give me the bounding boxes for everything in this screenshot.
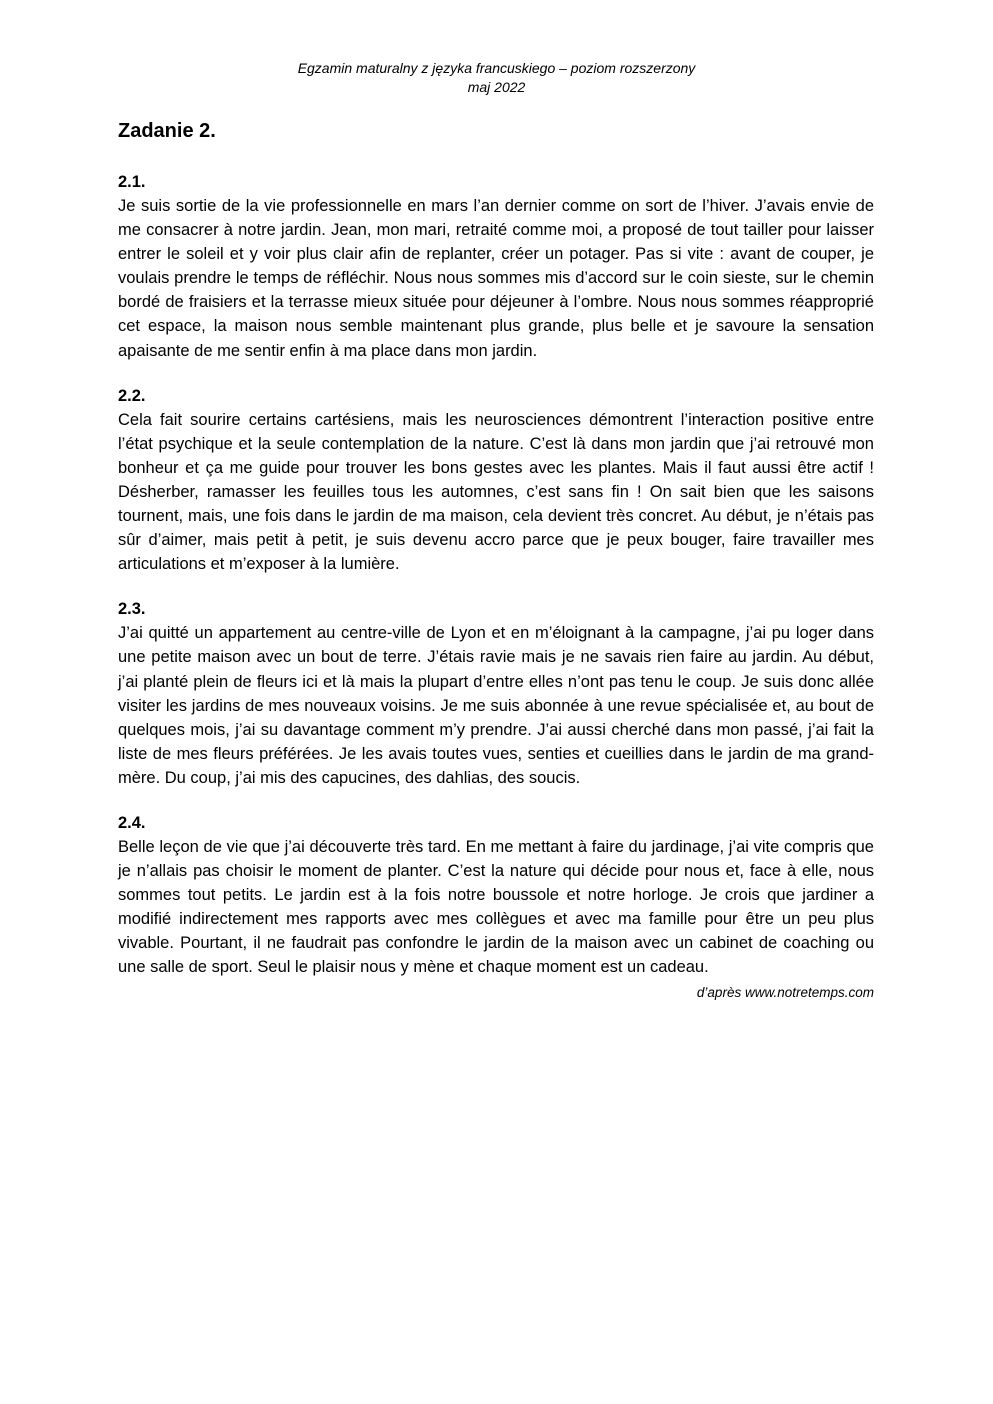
source-citation: d’après www.notretemps.com: [696, 984, 874, 1000]
main-content: [118, 118, 874, 1003]
section-text: Je suis sortie de la vie professionnelle en mars l’an dernier comme on sort de l’hiver. J’avais envie de me consacrer à notre jardin. Jean, mon mari, retraité comme moi, a proposé de tout tailler pour laisser entrer le soleil et y voir plus clair afin de replanter, créer un potager. Pas si vite : avant de couper, je voulais prendre le temps de réfléchir. Nous nous sommes mis d’accord sur le coin sieste, sur le chemin bordé de fraisiers et la terrasse mieux située pour déjeuner à l’ombre. Nous nous sommes réapproprié cet espace, la maison nous semble maintenant plus grande, plus belle et je savoure la sensation apaisante de me sentir enfin à ma place dans mon jardin.: [118, 197, 874, 360]
section-2-3: [118, 597, 874, 790]
header-exam-title: Egzamin maturalny z języka francuskiego – poziom rozszerzony: [297, 60, 696, 76]
section-label: 2.3.: [118, 600, 146, 619]
section-2-1: [118, 170, 874, 363]
section-text: J’ai quitté un appartement au centre-ville de Lyon et en m’éloignant à la campagne, j’ai pu loger dans une petite maison avec un bout de terre. J’étais ravie mais je ne savais rien faire au jardin. Au début, j’ai planté plein de fleurs ici et là mais la plupart d’entre elles n’ont pas tenu le coup. Je suis donc allée visiter les jardins de mes nouveaux voisins. Je me suis abonnée à une revue spécialisée et, au bout de quelques mois, j’ai su davantage comment m’y prendre. J’ai aussi cherché dans mon passé, j’ai fait la liste de mes fleurs préférées. Je les avais toutes vues, senties et cueillies dans le jardin de ma grand-mère. Du coup, j’ai mis des capucines, des dahlias, des soucis.: [118, 624, 874, 787]
section-label: 2.4.: [118, 813, 146, 832]
section-label: 2.1.: [118, 173, 146, 191]
task-title: Zadanie 2.: [118, 120, 216, 142]
section-2-4: [118, 811, 874, 980]
section-text: Cela fait sourire certains cartésiens, mais les neurosciences démontrent l’interaction positive entre l’état psychique et la seule contemplation de la nature. C’est là dans mon jardin que j’ai retrouvé mon bonheur et ça me guide pour trouver les bons gestes avec les plantes. Mais il faut aussi être actif ! Désherber, ramasser les feuilles tous les automnes, c’est sans fin ! On sait bien que les saisons tournent, mais, une fois dans le jardin de ma maison, cela devient très concret. Au début, je n’étais pas sûr d’aimer, mais petit à petit, je suis devenu accro parce que je peux bouger, faire travailler mes articulations et m’exposer à la lumière.: [118, 410, 874, 574]
page-header: [0, 59, 993, 97]
section-text: Belle leçon de vie que j’ai découverte très tard. En me mettant à faire du jardinage, j’ai vite compris que je n’allais pas choisir le moment de planter. C’est la nature qui décide pour nous et, face à elle, nous sommes tout petits. Le jardin est à la fois notre boussole et notre horloge. Je crois que jardiner a modifié indirectement mes rapports avec mes collègues et avec ma famille pour être un peu plus vivable. Pourtant, il ne faudrait pas confondre le jardin de la maison avec un cabinet de coaching ou une salle de sport. Seul le plaisir nous y mène et chaque moment est un cadeau.: [118, 837, 874, 977]
section-2-2: [118, 384, 874, 577]
header-exam-date: maj 2022: [467, 79, 526, 95]
section-label: 2.2.: [118, 386, 146, 405]
